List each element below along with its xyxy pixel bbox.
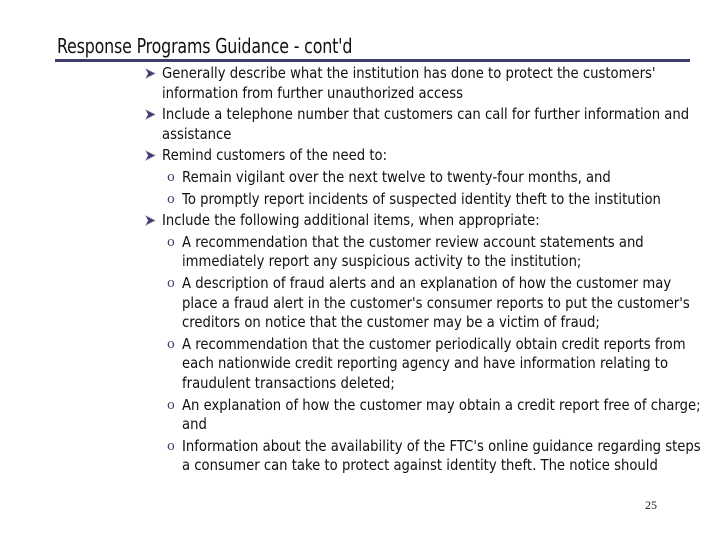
sub-bullet-list bbox=[145, 168, 705, 209]
bullet-text: Include a telephone number that customers can call for further information and assistance bbox=[162, 105, 690, 143]
bullet-item bbox=[145, 146, 705, 166]
circle-bullet-icon: o bbox=[167, 234, 175, 250]
bullet-text: Generally describe what the institution has done to protect the customers' information from further unauthorized access bbox=[162, 64, 656, 102]
page-number: 25 bbox=[645, 498, 657, 512]
sub-bullet-text: An explanation of how the customer may obtain a credit report free of charge; and bbox=[182, 395, 701, 434]
circle-bullet-icon: o bbox=[167, 191, 175, 207]
bullet-list bbox=[145, 64, 705, 478]
sub-bullet-text: To promptly report incidents of suspected identity theft to the institution bbox=[182, 189, 661, 208]
title-divider bbox=[55, 59, 690, 62]
sub-bullet-text: Remain vigilant over the next twelve to twenty-four months, and bbox=[182, 167, 611, 186]
sub-bullet-item bbox=[166, 437, 705, 476]
slide-title: Response Programs Guidance - cont'd bbox=[57, 34, 353, 58]
sub-bullet-text: Information about the availability of the FTC's online guidance regarding steps a consumer can take to protect against identity theft. The notice should bbox=[182, 436, 701, 475]
sub-bullet-text: A recommendation that the customer periodically obtain credit reports from each nationwide credit reporting agency and have information relating to fraudulent transactions deleted; bbox=[182, 334, 686, 392]
bullet-text: Include the following additional items, when appropriate: bbox=[162, 211, 540, 230]
bullet-text: Remind customers of the need to: bbox=[162, 146, 388, 165]
sub-bullet-list bbox=[145, 233, 705, 476]
sub-bullet-text: A description of fraud alerts and an explanation of how the customer may place a fraud alert in the customer's consumer reports to put the customer's creditors on notice that the customer may be a victim of fraud; bbox=[182, 273, 690, 332]
sub-bullet-item bbox=[166, 168, 705, 188]
bullet-item bbox=[145, 64, 705, 103]
sub-bullet-item bbox=[166, 396, 705, 435]
sub-bullet-item bbox=[166, 190, 705, 210]
arrow-bullet-icon bbox=[145, 64, 157, 83]
sub-bullet-text: A recommendation that the customer review account statements and immediately report any suspicious activity to the institution; bbox=[182, 232, 644, 271]
circle-bullet-icon: o bbox=[167, 169, 175, 185]
circle-bullet-icon: o bbox=[167, 275, 175, 291]
arrow-bullet-icon bbox=[145, 146, 157, 165]
bullet-item bbox=[145, 211, 705, 231]
sub-bullet-item bbox=[166, 335, 705, 394]
circle-bullet-icon: o bbox=[167, 438, 175, 454]
sub-bullet-item bbox=[166, 233, 705, 272]
arrow-bullet-icon bbox=[145, 211, 157, 230]
circle-bullet-icon: o bbox=[167, 397, 175, 413]
sub-bullet-item bbox=[166, 274, 705, 333]
arrow-bullet-icon bbox=[145, 105, 157, 124]
bullet-item bbox=[145, 105, 705, 144]
circle-bullet-icon: o bbox=[167, 336, 175, 352]
